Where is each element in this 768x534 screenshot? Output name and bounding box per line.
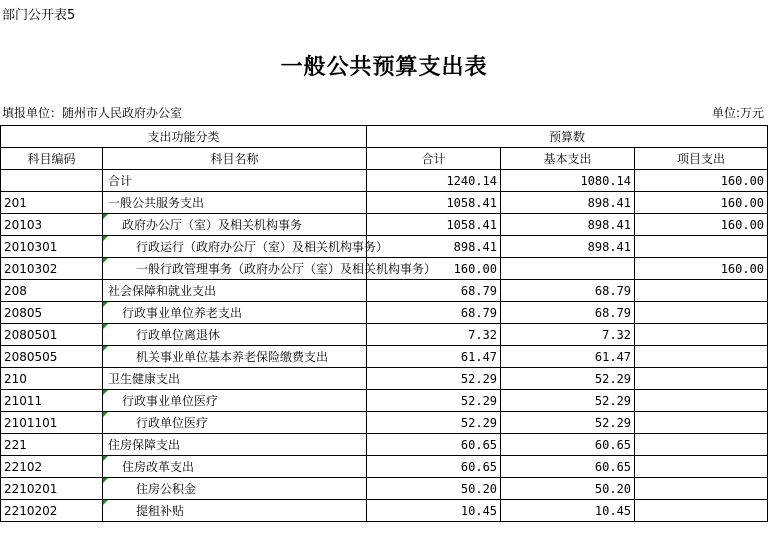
cell-name-text: 住房保障支出 (108, 437, 181, 452)
table-row (1, 302, 768, 324)
cell-basic: 898.41 (501, 214, 635, 236)
cell-name-text: 政府办公厅（室）及相关机构事务 (122, 217, 303, 232)
cell-code: 2010302 (1, 258, 103, 280)
cell-basic (501, 258, 635, 280)
cell-basic: 1080.14 (501, 170, 635, 192)
table-row (1, 390, 768, 412)
cell-project (635, 456, 768, 478)
cell-project: 160.00 (635, 258, 768, 280)
cell-name (103, 346, 367, 368)
cell-marker-icon (103, 412, 108, 417)
header-name: 科目名称 (103, 148, 367, 170)
table-row (1, 280, 768, 302)
table-row (1, 192, 768, 214)
cell-basic: 52.29 (501, 368, 635, 390)
cell-name (103, 478, 367, 500)
cell-total: 68.79 (367, 280, 501, 302)
cell-name-text: 行政事业单位医疗 (122, 393, 219, 408)
cell-name-text: 提租补贴 (136, 503, 185, 518)
cell-total: 7.32 (367, 324, 501, 346)
table-row (1, 346, 768, 368)
cell-code: 2210201 (1, 478, 103, 500)
cell-marker-icon (103, 478, 108, 483)
cell-code: 2101101 (1, 412, 103, 434)
cell-basic: 898.41 (501, 192, 635, 214)
cell-basic: 7.32 (501, 324, 635, 346)
cell-project (635, 280, 768, 302)
page-title: 一般公共预算支出表 (280, 55, 488, 80)
cell-marker-icon (103, 346, 108, 351)
cell-project: 160.00 (635, 170, 768, 192)
cell-marker-icon (103, 456, 108, 461)
cell-code: 208 (1, 280, 103, 302)
header-project: 项目支出 (635, 148, 768, 170)
cell-code: 2210202 (1, 500, 103, 522)
header-column-row (1, 148, 768, 170)
cell-total: 50.20 (367, 478, 501, 500)
table-row (1, 258, 768, 280)
cell-name-text: 行政单位医疗 (136, 415, 209, 430)
cell-name (103, 412, 367, 434)
cell-name (103, 192, 367, 214)
cell-name (103, 500, 367, 522)
table-row (1, 456, 768, 478)
cell-marker-icon (103, 302, 108, 307)
cell-basic: 50.20 (501, 478, 635, 500)
header-basic: 基本支出 (501, 148, 635, 170)
cell-basic: 52.29 (501, 390, 635, 412)
cell-total: 1058.41 (367, 192, 501, 214)
cell-code: 210 (1, 368, 103, 390)
cell-name-text: 一般公共服务支出 (108, 195, 205, 210)
cell-marker-icon (103, 390, 108, 395)
cell-basic: 898.41 (501, 236, 635, 258)
cell-total: 60.65 (367, 434, 501, 456)
cell-basic: 52.29 (501, 412, 635, 434)
cell-name-text: 行政事业单位养老支出 (122, 305, 243, 320)
cell-basic: 68.79 (501, 302, 635, 324)
cell-name-text: 卫生健康支出 (108, 371, 181, 386)
table-row (1, 500, 768, 522)
cell-name (103, 434, 367, 456)
cell-name-text: 合计 (108, 173, 133, 188)
cell-project (635, 478, 768, 500)
cell-basic: 60.65 (501, 434, 635, 456)
cell-total: 52.29 (367, 390, 501, 412)
cell-marker-icon (103, 324, 108, 329)
header-function-classification: 支出功能分类 (1, 126, 367, 148)
currency-unit: 单位:万元 (711, 106, 764, 120)
cell-project (635, 412, 768, 434)
cell-name-text: 住房公积金 (136, 481, 197, 496)
cell-project (635, 500, 768, 522)
cell-total: 898.41 (367, 236, 501, 258)
cell-name (103, 236, 389, 258)
table-row (1, 170, 768, 192)
cell-project (635, 390, 768, 412)
table-row (1, 214, 768, 236)
table-row (1, 412, 768, 434)
cell-marker-icon (103, 500, 108, 505)
cell-name-text: 社会保障和就业支出 (108, 283, 217, 298)
cell-name (103, 324, 367, 346)
cell-name-text: 行政单位离退休 (136, 327, 221, 342)
cell-code: 221 (1, 434, 103, 456)
cell-total: 68.79 (367, 302, 501, 324)
header-total: 合计 (367, 148, 501, 170)
cell-project: 160.00 (635, 192, 768, 214)
table-row (1, 478, 768, 500)
cell-total: 1240.14 (367, 170, 501, 192)
corner-label: 部门公开表5 (2, 8, 76, 23)
table-row (1, 434, 768, 456)
cell-name (103, 302, 367, 324)
cell-basic: 61.47 (501, 346, 635, 368)
cell-code: 21011 (1, 390, 103, 412)
cell-total: 160.00 (367, 258, 501, 280)
cell-name-text: 机关事业单位基本养老保险缴费支出 (136, 349, 329, 364)
cell-code: 20805 (1, 302, 103, 324)
table-row (1, 236, 768, 258)
cell-code: 2080505 (1, 346, 103, 368)
cell-project (635, 302, 768, 324)
cell-project (635, 434, 768, 456)
cell-total: 52.29 (367, 412, 501, 434)
cell-marker-icon (103, 214, 108, 219)
budget-table (0, 125, 768, 522)
cell-marker-icon (103, 236, 108, 241)
cell-basic: 68.79 (501, 280, 635, 302)
cell-name (103, 258, 437, 280)
cell-project (635, 324, 768, 346)
cell-marker-icon (103, 258, 108, 263)
cell-name (103, 390, 367, 412)
cell-code: 201 (1, 192, 103, 214)
cell-code: 2080501 (1, 324, 103, 346)
table-row (1, 368, 768, 390)
cell-project: 160.00 (635, 214, 768, 236)
cell-name-text: 住房改革支出 (122, 459, 195, 474)
cell-total: 60.65 (367, 456, 501, 478)
cell-name (103, 214, 367, 236)
cell-code: 22102 (1, 456, 103, 478)
cell-name-text: 行政运行（政府办公厅（室）及相关机构事务） (136, 240, 389, 254)
header-group-row (1, 126, 768, 148)
cell-name (103, 456, 367, 478)
cell-project (635, 346, 768, 368)
cell-total: 61.47 (367, 346, 501, 368)
cell-code: 2010301 (1, 236, 103, 258)
cell-total: 1058.41 (367, 214, 501, 236)
cell-total: 10.45 (367, 500, 501, 522)
cell-project (635, 236, 768, 258)
cell-name (103, 368, 367, 390)
header-budget-amount: 预算数 (367, 126, 768, 148)
reporting-unit: 填报单位：随州市人民政府办公室 (2, 106, 183, 120)
cell-project (635, 368, 768, 390)
cell-basic: 10.45 (501, 500, 635, 522)
cell-code: 20103 (1, 214, 103, 236)
cell-code (1, 170, 103, 192)
cell-name (103, 280, 367, 302)
cell-name (103, 170, 367, 192)
cell-name-text: 一般行政管理事务（政府办公厅（室）及相关机构事务） (136, 262, 437, 276)
table-row (1, 324, 768, 346)
header-code: 科目编码 (1, 148, 103, 170)
cell-total: 52.29 (367, 368, 501, 390)
cell-basic: 60.65 (501, 456, 635, 478)
